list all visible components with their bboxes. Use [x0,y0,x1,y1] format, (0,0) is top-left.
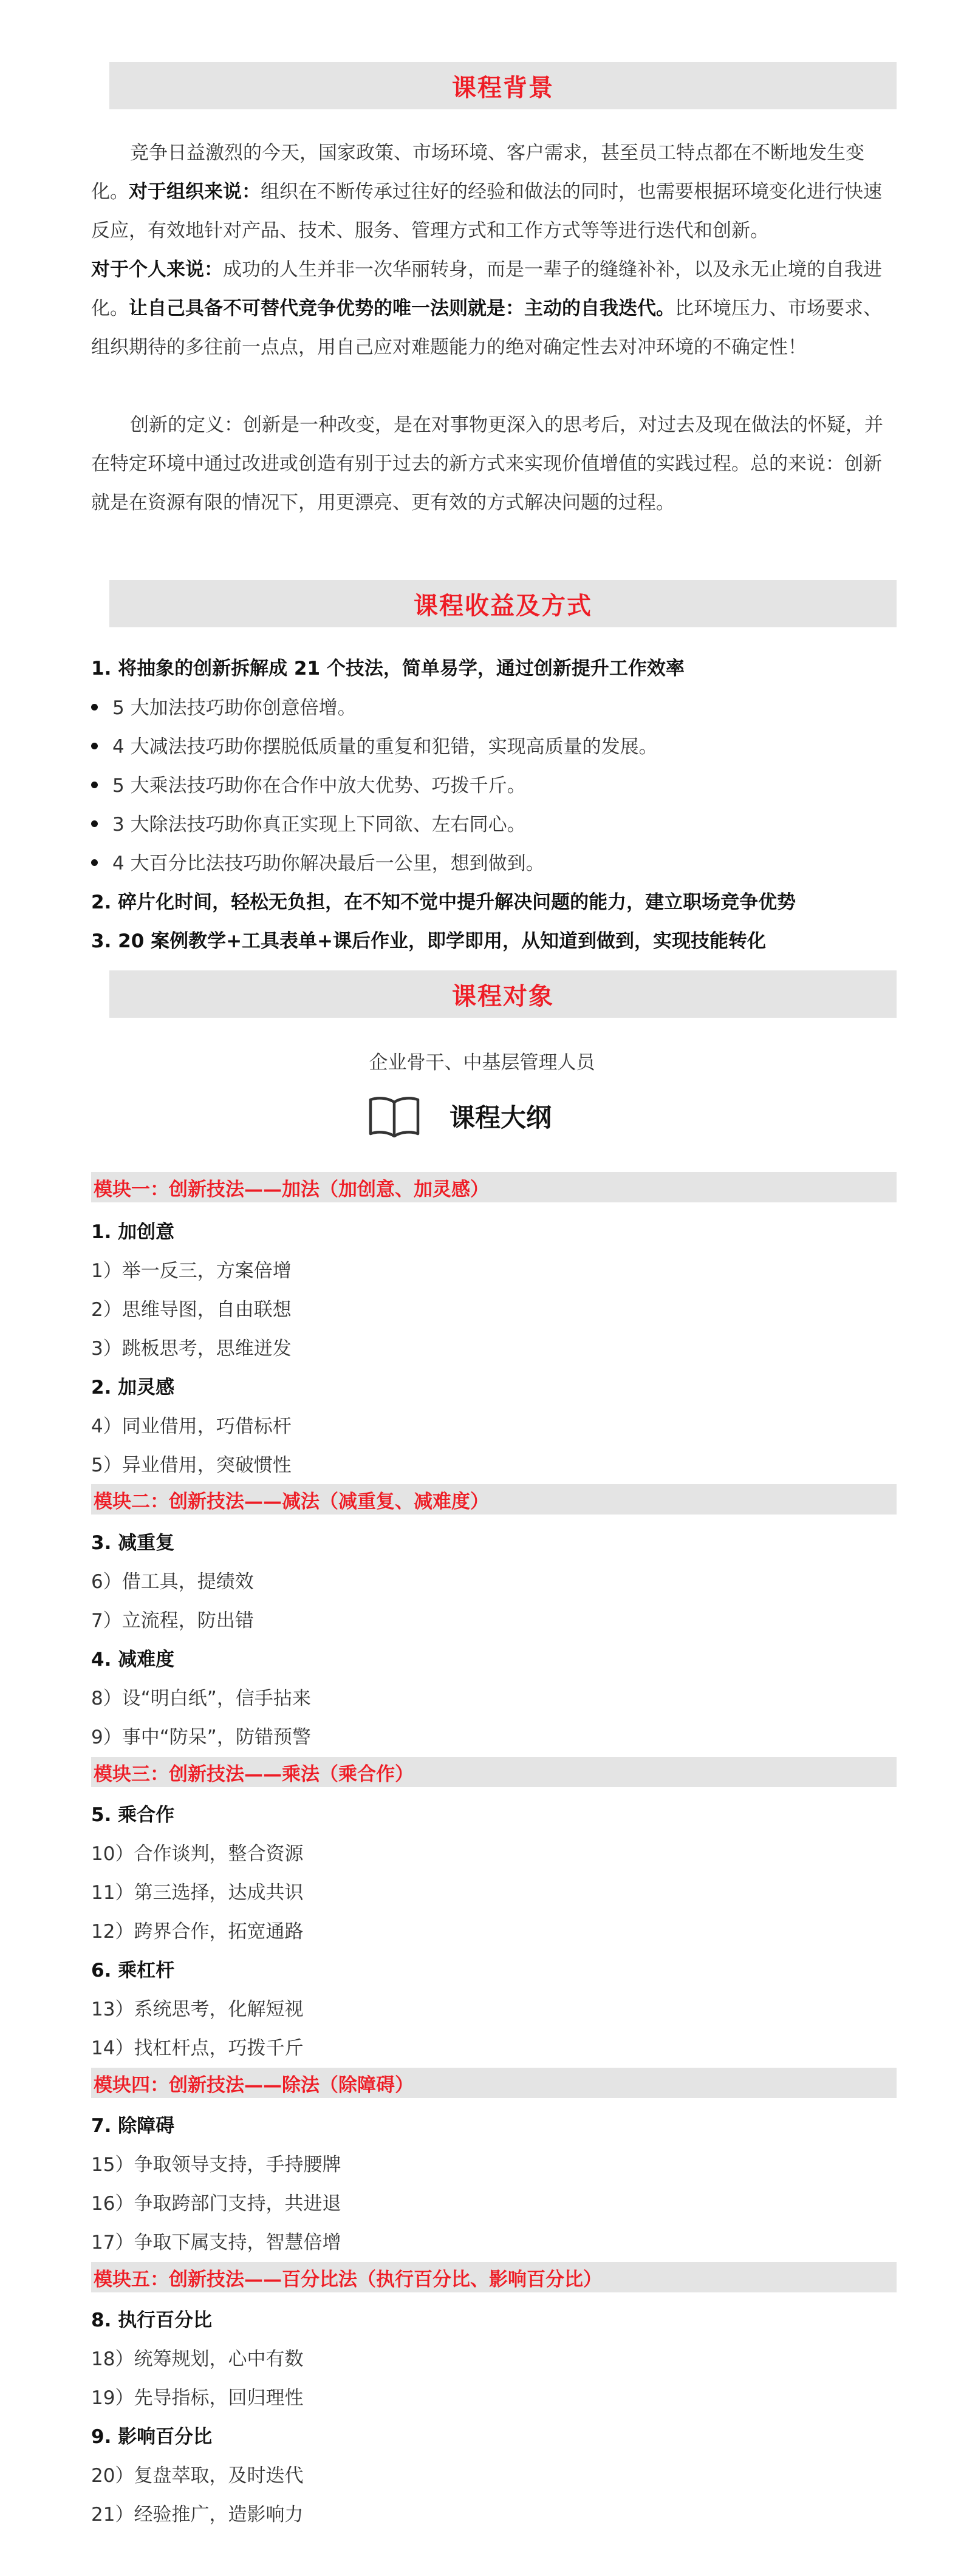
outline-item: 20）复盘萃取，及时迭代 [91,2465,304,2487]
outline-heading-item: 5. 乘合作 [91,1804,175,1826]
outline-item: 9）事中“防呆”，防错预警 [91,1726,311,1748]
audience-text: 企业骨干、中基层管理人员 [369,1052,595,1074]
section-title-benefits: 课程收益及方式 [109,580,897,627]
background-paragraph-3 [91,406,898,522]
outline-item: 2）思维导图，自由联想 [91,1299,292,1321]
outline-heading-item: 8. 执行百分比 [91,2309,213,2331]
background-p2-text-2: 比环境压力、市场要求、组织期待的多往前一点点，用自己应对难题能力的绝对确定性去对冲环境的不确定性！ [91,298,882,358]
module-bar-3: 模块三：创新技法——乘法（乘合作） [91,1757,897,1787]
benefit-bullet-text: 4 大减法技巧助你摆脱低质量的重复和犯错，实现高质量的发展。 [112,736,658,758]
outline-item: 11）第三选择，达成共识 [91,1882,304,1904]
background-p2-text: 成功的人生并非一次华丽转身，而是一辈子的缝缝补补，以及永无止境的自我进化。 [91,259,882,319]
outline-heading-item: 2. 加灵感 [91,1377,175,1399]
benefit-bullet [91,731,658,758]
outline-item: 4）同业借用，巧借标杆 [91,1416,292,1437]
outline-item: 16）争取跨部门支持，共进退 [91,2193,341,2215]
outline-item: 8）设“明白纸”，信手拈来 [91,1688,311,1709]
outline-heading-item: 1. 加创意 [91,1221,175,1243]
outline-heading-item: 6. 乘杠杆 [91,1960,175,1981]
outline-item: 12）跨界合作，拓宽通路 [91,1921,304,1943]
benefit-point-2: 2. 碎片化时间，轻松无负担，在不知不觉中提升解决问题的能力，建立职场竞争优势 [91,891,796,913]
bullet-dot-icon [91,820,98,827]
benefit-bullet [91,770,526,797]
outline-item: 3）跳板思考，思维迸发 [91,1338,292,1360]
background-p2-emphasis: 对于个人来说： [91,259,223,281]
module-bar-2: 模块二：创新技法——减法（减重复、减难度） [91,1484,897,1515]
outline-item: 17）争取下属支持，智慧倍增 [91,2232,341,2254]
outline-item: 14）找杠杆点，巧拨千斤 [91,2037,304,2059]
background-p1-text-2: 组织在不断传承过往好的经验和做法的同时，也需要根据环境变化进行快速反应，有效地针对产品、技术、服务、管理方式和工作方式等等进行迭代和创新。 [91,181,882,242]
bullet-dot-icon [91,704,98,710]
background-p1-emphasis: 对于组织来说： [129,181,261,203]
bullet-dot-icon [91,743,98,749]
benefit-bullet [91,848,545,875]
module-bar-1: 模块一：创新技法——加法（加创意、加灵感） [91,1172,897,1202]
outline-item: 1）举一反三，方案倍增 [91,1260,292,1282]
outline-item: 15）争取领导支持，手持腰牌 [91,2154,341,2176]
benefit-bullet-text: 4 大百分比法技巧助你解决最后一公里，想到做到。 [112,853,545,874]
benefit-bullet-text: 5 大乘法技巧助你在合作中放大优势、巧拨千斤。 [112,775,526,797]
outline-item: 19）先导指标，回归理性 [91,2387,304,2409]
benefit-point-1: 1. 将抽象的创新拆解成 21 个技法，简单易学，通过创新提升工作效率 [91,658,685,680]
outline-heading-item: 9. 影响百分比 [91,2426,213,2448]
benefit-bullet-text: 3 大除法技巧助你真正实现上下同欲、左右同心。 [112,814,526,836]
background-p1-text: 竞争日益激烈的今天，国家政策、市场环境、客户需求，甚至员工特点都在不断地发生变化。 [91,142,864,203]
benefit-bullet-text: 5 大加法技巧助你创意倍增。 [112,697,357,719]
benefit-bullet [91,809,526,836]
module-bar-5: 模块五：创新技法——百分比法（执行百分比、影响百分比） [91,2262,897,2292]
outline-heading-item: 4. 减难度 [91,1649,175,1671]
background-p3-text: 创新的定义：创新是一种改变，是在对事物更深入的思考后，对过去及现在做法的怀疑，并在特定环境中通过改进或创造有别于过去的新方式来实现价值增值的实践过程。总的来说：创新就是在资源有限的情况下，用更漂亮、更有效的方式解决问题的过程。 [91,414,883,514]
outline-item: 10）合作谈判，整合资源 [91,1843,304,1865]
bullet-dot-icon [91,859,98,866]
outline-item: 21）经验推广，造影响力 [91,2504,304,2526]
open-book-icon [367,1095,422,1137]
section-title-audience: 课程对象 [109,970,897,1018]
benefit-point-3: 3. 20 案例教学+工具表单+课后作业，即学即用，从知道到做到，实现技能转化 [91,930,767,952]
benefit-bullet [91,692,357,720]
background-p2-emphasis-2: 让自己具备不可替代竞争优势的唯一法则就是：主动的自我迭代。 [129,298,675,319]
outline-item: 7）立流程，防出错 [91,1610,254,1632]
background-paragraph-1 [91,134,898,250]
outline-item: 5）异业借用，突破惯性 [91,1454,292,1476]
section-title-background: 课程背景 [109,62,897,109]
background-paragraph-2 [91,250,898,367]
outline-heading-item: 3. 减重复 [91,1532,175,1554]
outline-item: 18）统筹规划，心中有数 [91,2348,304,2370]
outline-heading-item: 7. 除障碍 [91,2115,175,2137]
bullet-dot-icon [91,782,98,788]
outline-heading [367,1092,552,1140]
outline-item: 6）借工具，提绩效 [91,1571,254,1593]
outline-item: 13）系统思考，化解短视 [91,1998,304,2020]
outline-title: 课程大纲 [450,1103,552,1133]
module-bar-4: 模块四：创新技法——除法（除障碍） [91,2068,897,2098]
